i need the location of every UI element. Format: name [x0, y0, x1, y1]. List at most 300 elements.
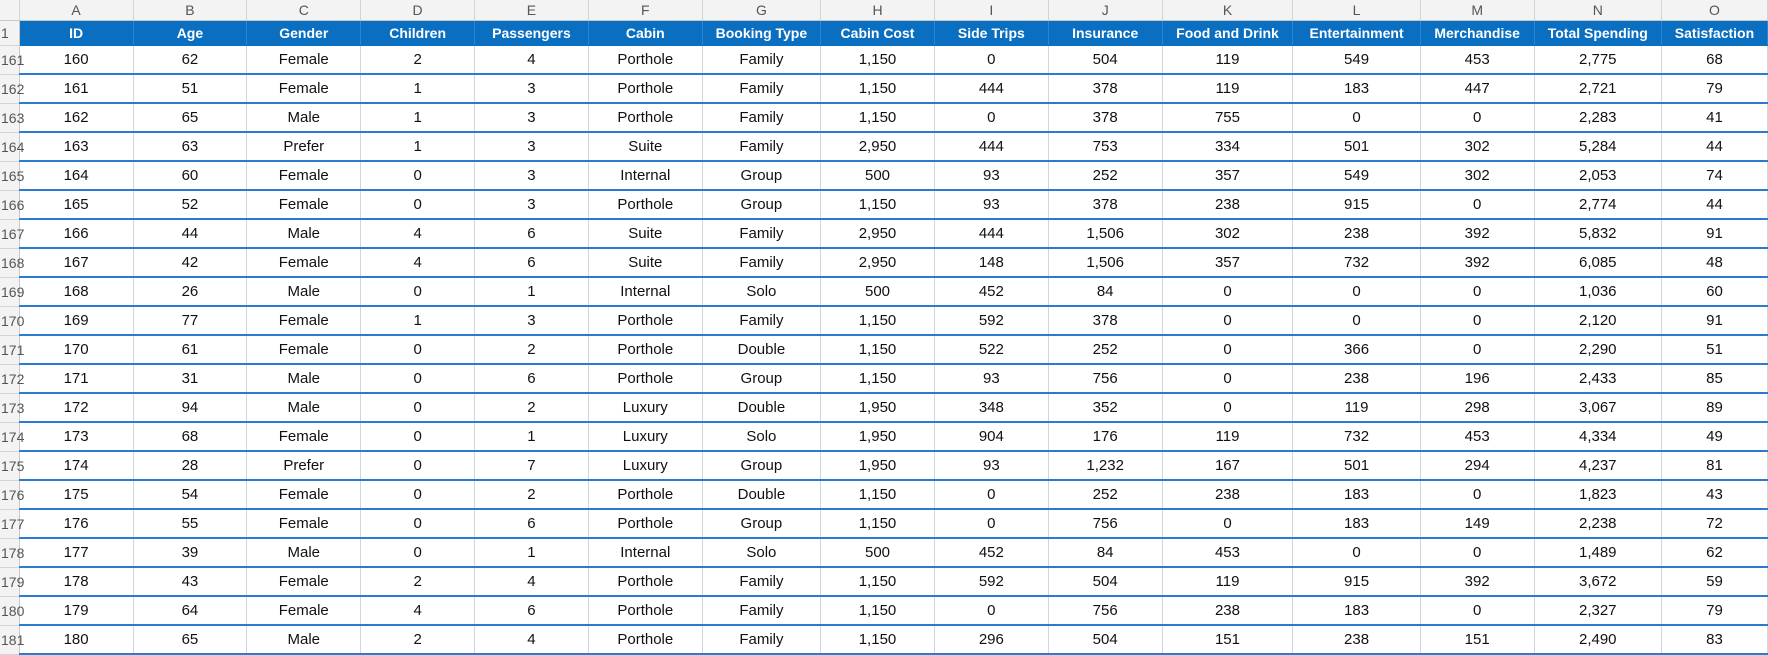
table-cell[interactable]: Family — [702, 248, 820, 277]
table-cell[interactable]: 452 — [934, 277, 1048, 306]
table-cell[interactable]: 2,774 — [1534, 190, 1661, 219]
table-cell[interactable]: 163 — [19, 132, 133, 161]
table-cell[interactable]: Porthole — [588, 46, 702, 75]
table-cell[interactable]: 592 — [934, 567, 1048, 596]
table-cell[interactable]: 238 — [1293, 219, 1420, 248]
table-cell[interactable]: 756 — [1048, 364, 1162, 393]
column-letter-header[interactable]: G — [702, 0, 820, 21]
table-cell[interactable]: 174 — [19, 451, 133, 480]
table-cell[interactable]: 1,150 — [821, 190, 935, 219]
table-cell[interactable]: 252 — [1048, 161, 1162, 190]
table-cell[interactable]: Solo — [702, 538, 820, 567]
table-cell[interactable]: 119 — [1162, 422, 1293, 451]
table-cell[interactable]: Porthole — [588, 74, 702, 103]
table-cell[interactable]: 904 — [934, 422, 1048, 451]
table-cell[interactable]: 334 — [1162, 132, 1293, 161]
table-cell[interactable]: 173 — [19, 422, 133, 451]
table-cell[interactable]: 7 — [475, 451, 589, 480]
row-number-header[interactable]: 169 — [0, 277, 19, 306]
table-cell[interactable]: Internal — [588, 538, 702, 567]
column-header-cell[interactable]: Booking Type — [702, 21, 820, 46]
table-cell[interactable]: 74 — [1661, 161, 1767, 190]
table-cell[interactable]: Male — [247, 538, 361, 567]
table-cell[interactable]: 756 — [1048, 596, 1162, 625]
table-cell[interactable]: 89 — [1661, 393, 1767, 422]
table-cell[interactable]: Solo — [702, 277, 820, 306]
table-cell[interactable]: 0 — [1420, 277, 1534, 306]
table-cell[interactable]: 2,490 — [1534, 625, 1661, 654]
table-cell[interactable]: 196 — [1420, 364, 1534, 393]
table-cell[interactable]: 2,327 — [1534, 596, 1661, 625]
table-cell[interactable]: 1 — [475, 422, 589, 451]
table-cell[interactable]: 252 — [1048, 335, 1162, 364]
table-cell[interactable]: 1,506 — [1048, 219, 1162, 248]
table-cell[interactable]: 2,950 — [821, 248, 935, 277]
table-cell[interactable]: 44 — [1661, 190, 1767, 219]
table-cell[interactable]: 0 — [361, 364, 475, 393]
table-cell[interactable]: 2,120 — [1534, 306, 1661, 335]
table-cell[interactable]: 93 — [934, 161, 1048, 190]
table-cell[interactable]: 151 — [1162, 625, 1293, 654]
table-cell[interactable]: 62 — [133, 46, 247, 75]
table-cell[interactable]: Group — [702, 161, 820, 190]
table-cell[interactable]: 3,067 — [1534, 393, 1661, 422]
row-number-header[interactable]: 179 — [0, 567, 19, 596]
row-number-header[interactable]: 172 — [0, 364, 19, 393]
row-number-header[interactable]: 170 — [0, 306, 19, 335]
column-header-cell[interactable]: Children — [361, 21, 475, 46]
table-cell[interactable]: 2 — [361, 46, 475, 75]
table-cell[interactable]: 0 — [934, 596, 1048, 625]
table-cell[interactable]: 1,950 — [821, 422, 935, 451]
row-number-header[interactable]: 162 — [0, 74, 19, 103]
table-cell[interactable]: Male — [247, 219, 361, 248]
column-header-cell[interactable]: Cabin — [588, 21, 702, 46]
table-cell[interactable]: 444 — [934, 74, 1048, 103]
table-cell[interactable]: Family — [702, 74, 820, 103]
table-cell[interactable]: Female — [247, 335, 361, 364]
table-cell[interactable]: 39 — [133, 538, 247, 567]
table-cell[interactable]: 183 — [1293, 509, 1420, 538]
table-cell[interactable]: 81 — [1661, 451, 1767, 480]
table-cell[interactable]: 238 — [1162, 190, 1293, 219]
column-header-cell[interactable]: Passengers — [475, 21, 589, 46]
table-cell[interactable]: Female — [247, 190, 361, 219]
table-cell[interactable]: 1 — [361, 132, 475, 161]
table-cell[interactable]: 83 — [1661, 625, 1767, 654]
table-cell[interactable]: 170 — [19, 335, 133, 364]
table-cell[interactable]: 2,950 — [821, 132, 935, 161]
table-cell[interactable]: 4 — [361, 596, 475, 625]
table-cell[interactable]: 59 — [1661, 567, 1767, 596]
table-cell[interactable]: 1,150 — [821, 567, 935, 596]
table-cell[interactable]: Luxury — [588, 422, 702, 451]
table-cell[interactable]: 1 — [361, 74, 475, 103]
table-cell[interactable]: 2 — [475, 393, 589, 422]
table-cell[interactable]: 3 — [475, 190, 589, 219]
table-cell[interactable]: 2 — [361, 625, 475, 654]
table-cell[interactable]: Luxury — [588, 451, 702, 480]
table-cell[interactable]: Internal — [588, 161, 702, 190]
table-cell[interactable]: 2,775 — [1534, 46, 1661, 75]
table-cell[interactable]: 2,950 — [821, 219, 935, 248]
table-cell[interactable]: Family — [702, 132, 820, 161]
table-cell[interactable]: 0 — [361, 161, 475, 190]
table-cell[interactable]: 4,334 — [1534, 422, 1661, 451]
table-cell[interactable]: 444 — [934, 132, 1048, 161]
table-cell[interactable]: Female — [247, 46, 361, 75]
table-cell[interactable]: 0 — [361, 538, 475, 567]
table-cell[interactable]: Internal — [588, 277, 702, 306]
table-cell[interactable]: 6 — [475, 596, 589, 625]
table-cell[interactable]: Porthole — [588, 509, 702, 538]
table-cell[interactable]: 171 — [19, 364, 133, 393]
table-cell[interactable]: 3,672 — [1534, 567, 1661, 596]
table-cell[interactable]: 500 — [821, 277, 935, 306]
table-cell[interactable]: 167 — [19, 248, 133, 277]
table-cell[interactable]: 0 — [361, 422, 475, 451]
table-cell[interactable]: 378 — [1048, 306, 1162, 335]
table-cell[interactable]: 161 — [19, 74, 133, 103]
table-cell[interactable]: Male — [247, 277, 361, 306]
table-cell[interactable]: 1,150 — [821, 46, 935, 75]
table-cell[interactable]: 65 — [133, 625, 247, 654]
table-cell[interactable]: 1,150 — [821, 74, 935, 103]
table-cell[interactable]: Double — [702, 480, 820, 509]
table-cell[interactable]: 68 — [133, 422, 247, 451]
row-number-header[interactable]: 171 — [0, 335, 19, 364]
table-cell[interactable]: 0 — [1162, 335, 1293, 364]
column-header-cell[interactable]: Food and Drink — [1162, 21, 1293, 46]
table-cell[interactable]: 79 — [1661, 596, 1767, 625]
table-cell[interactable]: 453 — [1420, 422, 1534, 451]
table-cell[interactable]: 0 — [1162, 364, 1293, 393]
table-cell[interactable]: Luxury — [588, 393, 702, 422]
table-cell[interactable]: Family — [702, 596, 820, 625]
table-cell[interactable]: 357 — [1162, 161, 1293, 190]
table-cell[interactable]: 119 — [1162, 74, 1293, 103]
table-cell[interactable]: 378 — [1048, 74, 1162, 103]
table-cell[interactable]: 732 — [1293, 248, 1420, 277]
table-cell[interactable]: 1,150 — [821, 625, 935, 654]
column-letter-header[interactable]: M — [1420, 0, 1534, 21]
table-cell[interactable]: 0 — [934, 103, 1048, 132]
row-number-header[interactable]: 180 — [0, 596, 19, 625]
table-cell[interactable]: 51 — [1661, 335, 1767, 364]
table-cell[interactable]: 177 — [19, 538, 133, 567]
table-cell[interactable]: 6 — [475, 364, 589, 393]
table-cell[interactable]: Suite — [588, 219, 702, 248]
table-cell[interactable]: 48 — [1661, 248, 1767, 277]
table-cell[interactable]: 1,232 — [1048, 451, 1162, 480]
table-cell[interactable]: 753 — [1048, 132, 1162, 161]
table-cell[interactable]: 2,433 — [1534, 364, 1661, 393]
table-cell[interactable]: 175 — [19, 480, 133, 509]
table-cell[interactable]: 302 — [1420, 161, 1534, 190]
column-letter-header[interactable]: K — [1162, 0, 1293, 21]
table-cell[interactable]: 0 — [1162, 277, 1293, 306]
table-cell[interactable]: Group — [702, 509, 820, 538]
table-cell[interactable]: 151 — [1420, 625, 1534, 654]
table-cell[interactable]: 1 — [361, 306, 475, 335]
table-cell[interactable]: Female — [247, 161, 361, 190]
table-cell[interactable]: Solo — [702, 422, 820, 451]
column-header-cell[interactable]: Side Trips — [934, 21, 1048, 46]
table-cell[interactable]: Suite — [588, 132, 702, 161]
table-cell[interactable]: 0 — [1293, 306, 1420, 335]
table-cell[interactable]: Female — [247, 567, 361, 596]
table-cell[interactable]: 68 — [1661, 46, 1767, 75]
table-cell[interactable]: 378 — [1048, 190, 1162, 219]
table-cell[interactable]: 165 — [19, 190, 133, 219]
table-cell[interactable]: 28 — [133, 451, 247, 480]
table-cell[interactable]: 0 — [1162, 393, 1293, 422]
table-cell[interactable]: Double — [702, 393, 820, 422]
table-cell[interactable]: 3 — [475, 306, 589, 335]
table-cell[interactable]: 378 — [1048, 103, 1162, 132]
row-number-header[interactable]: 175 — [0, 451, 19, 480]
column-header-cell[interactable]: Entertainment — [1293, 21, 1420, 46]
table-cell[interactable]: Family — [702, 103, 820, 132]
table-cell[interactable]: 180 — [19, 625, 133, 654]
table-cell[interactable]: 0 — [1420, 596, 1534, 625]
table-cell[interactable]: Double — [702, 335, 820, 364]
table-cell[interactable]: 3 — [475, 132, 589, 161]
table-cell[interactable]: 62 — [1661, 538, 1767, 567]
table-cell[interactable]: 756 — [1048, 509, 1162, 538]
table-cell[interactable]: 2 — [475, 480, 589, 509]
table-cell[interactable]: Porthole — [588, 335, 702, 364]
table-cell[interactable]: Family — [702, 567, 820, 596]
table-cell[interactable]: Family — [702, 219, 820, 248]
table-cell[interactable]: 84 — [1048, 538, 1162, 567]
table-cell[interactable]: 238 — [1162, 596, 1293, 625]
row-number-header[interactable]: 163 — [0, 103, 19, 132]
table-cell[interactable]: 31 — [133, 364, 247, 393]
table-cell[interactable]: Porthole — [588, 306, 702, 335]
column-header-cell[interactable]: Cabin Cost — [821, 21, 935, 46]
table-cell[interactable]: 42 — [133, 248, 247, 277]
table-cell[interactable]: 915 — [1293, 567, 1420, 596]
table-cell[interactable]: 172 — [19, 393, 133, 422]
table-cell[interactable]: 0 — [361, 393, 475, 422]
table-cell[interactable]: Family — [702, 306, 820, 335]
table-cell[interactable]: 4 — [361, 219, 475, 248]
table-cell[interactable]: 2,283 — [1534, 103, 1661, 132]
table-cell[interactable]: Female — [247, 74, 361, 103]
table-cell[interactable]: 504 — [1048, 567, 1162, 596]
table-cell[interactable]: 1,489 — [1534, 538, 1661, 567]
table-cell[interactable]: 0 — [361, 509, 475, 538]
table-cell[interactable]: 392 — [1420, 219, 1534, 248]
row-number-header[interactable]: 178 — [0, 538, 19, 567]
table-cell[interactable]: 43 — [1661, 480, 1767, 509]
table-cell[interactable]: 64 — [133, 596, 247, 625]
table-cell[interactable]: 1,150 — [821, 596, 935, 625]
table-cell[interactable]: 52 — [133, 190, 247, 219]
table-cell[interactable]: 176 — [19, 509, 133, 538]
table-cell[interactable]: 6 — [475, 248, 589, 277]
table-cell[interactable]: Female — [247, 422, 361, 451]
table-cell[interactable]: 3 — [475, 161, 589, 190]
table-cell[interactable]: 79 — [1661, 74, 1767, 103]
column-header-cell[interactable]: ID — [19, 21, 133, 46]
table-cell[interactable]: 179 — [19, 596, 133, 625]
table-cell[interactable]: 4 — [475, 625, 589, 654]
table-cell[interactable]: 1,150 — [821, 480, 935, 509]
table-cell[interactable]: 2,053 — [1534, 161, 1661, 190]
table-cell[interactable]: 392 — [1420, 567, 1534, 596]
table-cell[interactable]: 238 — [1293, 364, 1420, 393]
table-cell[interactable]: 2 — [475, 335, 589, 364]
table-cell[interactable]: 93 — [934, 364, 1048, 393]
table-cell[interactable]: 63 — [133, 132, 247, 161]
column-header-cell[interactable]: Total Spending — [1534, 21, 1661, 46]
table-cell[interactable]: 1 — [475, 277, 589, 306]
table-cell[interactable]: 1,036 — [1534, 277, 1661, 306]
table-cell[interactable]: 1,506 — [1048, 248, 1162, 277]
row-number-header[interactable]: 167 — [0, 219, 19, 248]
row-number-header[interactable]: 174 — [0, 422, 19, 451]
table-cell[interactable]: 183 — [1293, 480, 1420, 509]
table-cell[interactable]: 504 — [1048, 625, 1162, 654]
table-cell[interactable]: 352 — [1048, 393, 1162, 422]
table-cell[interactable]: 915 — [1293, 190, 1420, 219]
table-cell[interactable]: 294 — [1420, 451, 1534, 480]
table-cell[interactable]: Male — [247, 625, 361, 654]
row-number-header[interactable]: 173 — [0, 393, 19, 422]
column-header-cell[interactable]: Merchandise — [1420, 21, 1534, 46]
table-cell[interactable]: 0 — [1293, 277, 1420, 306]
table-cell[interactable]: 1,150 — [821, 335, 935, 364]
table-cell[interactable]: 348 — [934, 393, 1048, 422]
table-cell[interactable]: 26 — [133, 277, 247, 306]
table-cell[interactable]: 162 — [19, 103, 133, 132]
table-cell[interactable]: 149 — [1420, 509, 1534, 538]
table-cell[interactable]: Group — [702, 190, 820, 219]
table-cell[interactable]: Porthole — [588, 625, 702, 654]
table-cell[interactable]: 453 — [1420, 46, 1534, 75]
column-header-cell[interactable]: Insurance — [1048, 21, 1162, 46]
table-cell[interactable]: 444 — [934, 219, 1048, 248]
table-cell[interactable]: 166 — [19, 219, 133, 248]
table-cell[interactable]: 0 — [1293, 538, 1420, 567]
column-letter-header[interactable]: F — [588, 0, 702, 21]
column-letter-header[interactable]: B — [133, 0, 247, 21]
table-cell[interactable]: Porthole — [588, 364, 702, 393]
table-cell[interactable]: 1,950 — [821, 393, 935, 422]
table-cell[interactable]: 501 — [1293, 451, 1420, 480]
table-cell[interactable]: 119 — [1162, 567, 1293, 596]
table-cell[interactable]: 160 — [19, 46, 133, 75]
table-cell[interactable]: 0 — [1420, 306, 1534, 335]
table-cell[interactable]: Suite — [588, 248, 702, 277]
table-cell[interactable]: 6,085 — [1534, 248, 1661, 277]
table-cell[interactable]: 4,237 — [1534, 451, 1661, 480]
table-cell[interactable]: 61 — [133, 335, 247, 364]
row-number-header[interactable]: 177 — [0, 509, 19, 538]
table-cell[interactable]: 5,832 — [1534, 219, 1661, 248]
table-cell[interactable]: 119 — [1162, 46, 1293, 75]
column-header-cell[interactable]: Gender — [247, 21, 361, 46]
table-cell[interactable]: 72 — [1661, 509, 1767, 538]
table-cell[interactable]: 41 — [1661, 103, 1767, 132]
column-header-cell[interactable]: Age — [133, 21, 247, 46]
table-cell[interactable]: Male — [247, 364, 361, 393]
table-cell[interactable]: 55 — [133, 509, 247, 538]
table-cell[interactable]: 0 — [1293, 103, 1420, 132]
column-letter-header[interactable]: C — [247, 0, 361, 21]
table-cell[interactable]: 168 — [19, 277, 133, 306]
table-cell[interactable]: 2,238 — [1534, 509, 1661, 538]
table-cell[interactable]: Family — [702, 625, 820, 654]
table-cell[interactable]: 65 — [133, 103, 247, 132]
table-cell[interactable]: 522 — [934, 335, 1048, 364]
table-cell[interactable]: 44 — [133, 219, 247, 248]
table-cell[interactable]: 0 — [361, 451, 475, 480]
table-cell[interactable]: 0 — [361, 480, 475, 509]
table-cell[interactable]: 93 — [934, 451, 1048, 480]
table-cell[interactable]: 54 — [133, 480, 247, 509]
column-letter-header[interactable]: E — [475, 0, 589, 21]
row-number-header[interactable]: 165 — [0, 161, 19, 190]
table-cell[interactable]: 4 — [475, 46, 589, 75]
column-letter-header[interactable]: N — [1534, 0, 1661, 21]
table-cell[interactable]: 0 — [1420, 538, 1534, 567]
table-cell[interactable]: 51 — [133, 74, 247, 103]
table-cell[interactable]: 183 — [1293, 74, 1420, 103]
table-cell[interactable]: Family — [702, 46, 820, 75]
table-cell[interactable]: 2,721 — [1534, 74, 1661, 103]
table-cell[interactable]: 592 — [934, 306, 1048, 335]
table-cell[interactable]: 366 — [1293, 335, 1420, 364]
table-cell[interactable]: 167 — [1162, 451, 1293, 480]
table-cell[interactable]: 504 — [1048, 46, 1162, 75]
table-cell[interactable]: 6 — [475, 219, 589, 248]
table-cell[interactable]: 77 — [133, 306, 247, 335]
table-cell[interactable]: 44 — [1661, 132, 1767, 161]
column-letter-header[interactable]: I — [934, 0, 1048, 21]
table-cell[interactable]: 0 — [1162, 306, 1293, 335]
table-cell[interactable]: 1,150 — [821, 364, 935, 393]
table-cell[interactable]: 732 — [1293, 422, 1420, 451]
table-cell[interactable]: 4 — [475, 567, 589, 596]
column-letter-header[interactable]: L — [1293, 0, 1420, 21]
table-cell[interactable]: 1 — [361, 103, 475, 132]
table-cell[interactable]: 447 — [1420, 74, 1534, 103]
row-number-header[interactable]: 166 — [0, 190, 19, 219]
table-cell[interactable]: 1,150 — [821, 509, 935, 538]
table-cell[interactable]: 49 — [1661, 422, 1767, 451]
column-letter-header[interactable]: O — [1661, 0, 1767, 21]
table-cell[interactable]: 1,950 — [821, 451, 935, 480]
row-number-header[interactable]: 164 — [0, 132, 19, 161]
table-cell[interactable]: Female — [247, 480, 361, 509]
table-cell[interactable]: 1,150 — [821, 306, 935, 335]
table-cell[interactable]: 238 — [1293, 625, 1420, 654]
row-number-header[interactable]: 1 — [0, 21, 19, 46]
table-cell[interactable]: 1,150 — [821, 103, 935, 132]
row-number-header[interactable]: 176 — [0, 480, 19, 509]
table-cell[interactable]: 176 — [1048, 422, 1162, 451]
table-cell[interactable]: Male — [247, 393, 361, 422]
table-cell[interactable]: 501 — [1293, 132, 1420, 161]
table-cell[interactable]: 2 — [361, 567, 475, 596]
table-cell[interactable]: Female — [247, 248, 361, 277]
table-cell[interactable]: 0 — [934, 480, 1048, 509]
table-cell[interactable]: 94 — [133, 393, 247, 422]
table-cell[interactable]: 755 — [1162, 103, 1293, 132]
